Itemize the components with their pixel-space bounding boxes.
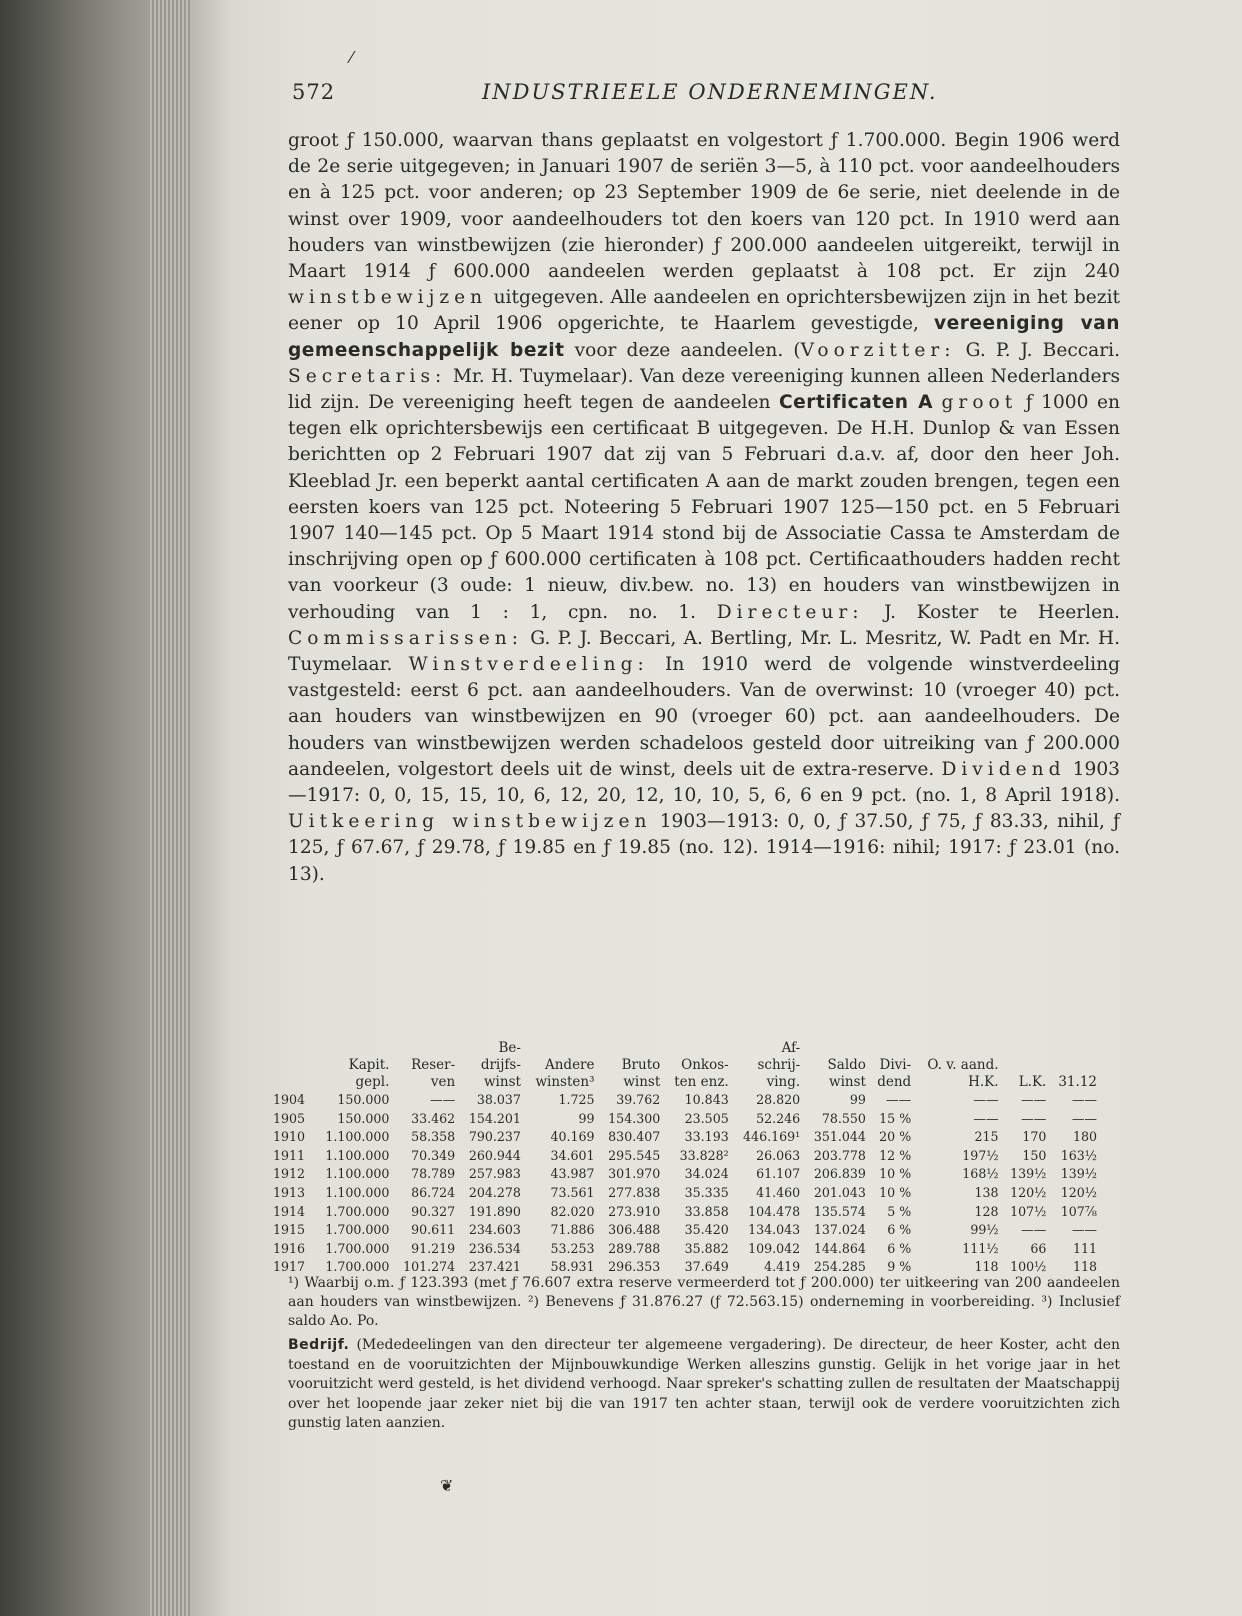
table-cell: 163½ — [1060, 1147, 1097, 1163]
table-cell: 39.762 — [616, 1092, 661, 1107]
year-cell: 1917 — [273, 1259, 306, 1275]
table-cell: 10 % — [879, 1166, 912, 1182]
text-run: Mr. H. Tuymelaar). Van deze vereeniging kunnen alleen Nederlanders lid zijn. De vereeniging heeft tegen de aandeelen — [288, 365, 1120, 414]
table-cell: 1.100.000 — [325, 1129, 390, 1145]
table-cell: 26.063 — [756, 1147, 801, 1163]
table-cell: 139½ — [1010, 1166, 1047, 1182]
year-cell: 1913 — [273, 1184, 306, 1200]
table-cell: 1.100.000 — [325, 1147, 390, 1163]
page-header — [292, 80, 992, 110]
table-cell: 118 — [974, 1259, 999, 1275]
table-cell: 295.545 — [608, 1147, 661, 1163]
text-run: uitgegeven. Alle aandeelen en oprichtersbewijzen zijn in het bezit eener op 10 April 1906 opgerichte, te Haarlem gevestigde, — [288, 287, 1120, 335]
table-cell: 99 — [578, 1110, 595, 1126]
table-cell: 170 — [1022, 1129, 1047, 1145]
table-cell: 139½ — [1060, 1166, 1097, 1182]
text-run: 1903—1917: 0, 0, 15, 15, 10, 6, 12, 20, 12, 10, 10, 5, 6, 6 en 9 pct. (no. 1, 8 April 1918). — [288, 758, 1120, 807]
table-cell: 82.020 — [550, 1203, 595, 1219]
table-cell: 5 % — [887, 1203, 912, 1219]
table-cell: 33.828² — [679, 1147, 729, 1163]
column-header: Divi- dend — [877, 1057, 912, 1090]
table-cell: 109.042 — [748, 1240, 801, 1256]
spaced-term: groot — [941, 392, 1018, 414]
table-cell: 154.201 — [468, 1110, 521, 1126]
table-cell: 90.327 — [411, 1203, 456, 1219]
table-cell: 120½ — [1060, 1184, 1097, 1200]
table-cell: 35.420 — [684, 1222, 729, 1238]
spaced-term: Voorzitter: — [800, 339, 956, 361]
table-cell: 236.534 — [468, 1240, 521, 1256]
table-cell: 111½ — [962, 1240, 999, 1256]
table-cell: 1.700.000 — [325, 1240, 390, 1256]
text-run: voor deze aandeelen. ( — [574, 339, 801, 361]
table-cell: —— — [1071, 1110, 1097, 1126]
table-cell: 301.970 — [608, 1166, 661, 1182]
table-cell: 34.601 — [550, 1147, 595, 1163]
table-cell: 1.100.000 — [325, 1166, 390, 1182]
spaced-term: Dividend — [941, 758, 1066, 780]
table-cell: 277.838 — [608, 1184, 661, 1200]
table-row — [270, 1203, 1100, 1222]
table-cell: 71.886 — [550, 1222, 595, 1238]
table-cell: 40.169 — [550, 1129, 595, 1145]
year-cell: 1912 — [273, 1166, 306, 1182]
table-cell: 203.778 — [813, 1147, 866, 1163]
table-cell: 289.788 — [608, 1240, 661, 1256]
table-cell: 1.725 — [558, 1092, 595, 1107]
table-cell: —— — [1071, 1222, 1097, 1238]
table-cell: 78.789 — [411, 1166, 456, 1182]
table-cell: —— — [429, 1092, 456, 1107]
table-cell: 6 % — [887, 1240, 912, 1256]
table-cell: 73.561 — [550, 1184, 595, 1200]
spaced-term: Secretaris: — [288, 365, 447, 387]
text-run: ƒ 1000 en tegen elk oprichtersbewijs een certificaat B uitgegeven. De H.H. Dunlop & van Essen berichtten op 2 Februari 1907 dat zij van 5 Februari d.a.v. af, door den heer Joh. Kleeblad Jr. een beperkt aantal certificaten A aan de markt zouden brengen, tegen een eersten koers van 125 pct. Noteering 5 Februari 1907 125—150 pct. en 5 Februari 1907 140—145 pct. Op 5 Maart 1914 stond bij de Associatie Cassa te Amsterdam de inschrijving open op ƒ 600.000 certificaten à 108 pct. Certificaathouders hadden recht van voorkeur (3 oude: 1 nieuw, div.bew. no. 13) en houders van winstbewijzen in verhouding van 1 : 1, cpn. no. 1. — [288, 392, 1120, 623]
table-cell: 134.043 — [748, 1222, 801, 1238]
table-cell: 52.246 — [756, 1110, 801, 1126]
table-cell: 273.910 — [608, 1203, 661, 1219]
table-cell: 260.944 — [468, 1147, 521, 1163]
table-cell: 23.505 — [684, 1110, 729, 1126]
running-title: INDUSTRIEELE ONDERNEMINGEN. — [482, 80, 938, 104]
table-cell: 38.037 — [476, 1092, 521, 1107]
table-cell: 10 % — [879, 1184, 912, 1200]
table-cell: 144.864 — [813, 1240, 866, 1256]
text-run: 1903—1913: 0, 0, ƒ 37.50, ƒ 75, ƒ 83.33, nihil, ƒ 125, ƒ 67.67, ƒ 29.78, ƒ 19.85 en ƒ 19.85 (no. 12). 1914—1916: nihil; 1917: ƒ 23.01 (no. 13). — [288, 811, 1120, 885]
table-cell: 215 — [974, 1129, 999, 1145]
table-cell: —— — [1021, 1222, 1047, 1238]
column-header: Kapit. gepl. — [348, 1057, 390, 1090]
table-cell: 66 — [1030, 1240, 1047, 1256]
year-cell: 1911 — [273, 1147, 306, 1163]
spaced-term: winstbewijzen — [288, 287, 488, 309]
bold-term: Certificaten A — [779, 392, 933, 414]
table-cell: 91.219 — [411, 1240, 456, 1256]
table-cell: 135.574 — [813, 1203, 866, 1219]
column-header: Andere winsten³ — [535, 1057, 595, 1090]
table-cell: 1.700.000 — [325, 1259, 390, 1275]
table-cell: 1.100.000 — [325, 1184, 390, 1200]
table-cell: 150 — [1022, 1147, 1047, 1163]
table-cell: 150.000 — [337, 1092, 390, 1107]
table-cell: 830.407 — [608, 1129, 661, 1145]
table-cell: 86.724 — [411, 1184, 456, 1200]
table-cell: 6 % — [887, 1222, 912, 1238]
table-row — [270, 1240, 1100, 1259]
text-run: G. P. J. Beccari, A. Bertling, Mr. L. Mesritz, W. Padt en Mr. H. Tuymelaar. — [288, 627, 1120, 676]
table-cell: 37.649 — [684, 1259, 729, 1275]
table-cell: 99½ — [970, 1222, 999, 1238]
table-cell: 58.358 — [411, 1129, 456, 1145]
table-row — [270, 1091, 1100, 1110]
year-cell: 1905 — [273, 1110, 306, 1126]
table-cell: 111 — [1072, 1240, 1097, 1256]
table-cell: 35.335 — [684, 1184, 729, 1200]
table-cell: 28.820 — [756, 1092, 801, 1107]
footnote-text: ¹) Waarbij o.m. ƒ 123.393 (met ƒ 76.607 extra reserve vermeerderd tot ƒ 200.000) ter uitkeering van 200 aandeelen aan houders van winstbewijzen. ²) Benevens ƒ 31.876.27 (ƒ 72.563.15) onderneming in voorbereiding. ³) Inclusief saldo Ao. Po. — [288, 1275, 1120, 1329]
table-cell: 137.024 — [813, 1222, 866, 1238]
table-cell: 58.931 — [550, 1259, 595, 1275]
table-cell: 90.611 — [411, 1222, 456, 1238]
table-cell: 61.107 — [756, 1166, 801, 1182]
table-cell: 204.278 — [468, 1184, 521, 1200]
column-header: L.K. — [1018, 1074, 1047, 1090]
table-cell: 107½ — [1010, 1203, 1047, 1219]
table-cell: 150.000 — [337, 1110, 390, 1126]
table-cell: —— — [973, 1110, 999, 1126]
table-cell: 254.285 — [813, 1259, 866, 1275]
table-row — [270, 1221, 1100, 1240]
column-header: Reser- ven — [411, 1057, 456, 1090]
column-header — [270, 1040, 313, 1091]
table-cell: 351.044 — [813, 1129, 866, 1145]
table-row — [270, 1128, 1100, 1147]
table-cell: 191.890 — [468, 1203, 521, 1219]
column-header: Saldo winst — [827, 1057, 866, 1090]
table-cell: —— — [1071, 1092, 1097, 1107]
body-paragraph — [288, 128, 1120, 888]
text-run: J. Koster te Heerlen. — [884, 601, 1120, 623]
spaced-term: Winstverdeeling: — [408, 654, 649, 676]
table-cell: 78.550 — [821, 1110, 866, 1126]
table-cell: 154.300 — [608, 1110, 661, 1126]
table-cell: —— — [973, 1092, 999, 1107]
pencil-mark: ⁄ — [350, 48, 353, 67]
column-header: Onkos- ten enz. — [674, 1057, 729, 1090]
table-cell: 118 — [1072, 1259, 1097, 1275]
bedrijf-label: Bedrijf. — [288, 1337, 350, 1353]
spaced-term: Commissarissen: — [288, 627, 523, 649]
table-cell: 1.700.000 — [325, 1222, 390, 1238]
column-header: Af- schrij- ving. — [757, 1040, 801, 1090]
column-header: Bruto winst — [621, 1057, 661, 1090]
table-header-row — [270, 1040, 1100, 1091]
column-header: O. v. aand. H.K. — [927, 1057, 999, 1090]
table-cell: 99 — [849, 1092, 866, 1107]
table-cell: 35.882 — [684, 1240, 729, 1256]
footnotes — [288, 1274, 1120, 1331]
table-cell: 9 % — [887, 1259, 912, 1275]
text-run: groot ƒ 150.000, waarvan thans geplaatst en volgestort ƒ 1.700.000. Begin 1906 werd de 2e serie uitgegeven; in Januari 1907 de seriën 3—5, à 110 pct. voor aandeelhouders en à 125 pct. voor anderen; op 23 September 1909 de 6e serie, niet deelende in de winst over 1909, voor aandeelhouders tot den koers van 120 pct. In 1910 werd aan houders van winstbewijzen (zie hieronder) ƒ 200.000 aandeelen uitgereikt, terwijl in Maart 1914 ƒ 600.000 aandeelen werden geplaatst à 108 pct. Er zijn 240 — [288, 130, 1120, 283]
spaced-term: Uitkeering winstbewijzen — [288, 811, 652, 833]
ornament-icon: ❦ — [440, 1476, 454, 1495]
table-cell: 107⅞ — [1060, 1203, 1097, 1219]
bold-term: vereeniging van gemeenschappelijk bezit — [288, 313, 1121, 361]
table-cell: 100½ — [1010, 1259, 1047, 1275]
table-cell: 33.193 — [684, 1129, 729, 1145]
table-cell: 790.237 — [468, 1129, 521, 1145]
table-cell: 20 % — [879, 1129, 912, 1145]
year-cell: 1910 — [273, 1129, 306, 1145]
table-cell: 237.421 — [468, 1259, 521, 1275]
table-cell: 168½ — [962, 1166, 999, 1182]
bedrijf-section — [288, 1336, 1120, 1434]
table-cell: 234.603 — [468, 1222, 521, 1238]
financial-table — [270, 1040, 1100, 1277]
spaced-term: Directeur: — [716, 601, 864, 623]
table-cell: 446.169¹ — [743, 1129, 801, 1145]
bedrijf-text: (Mededeelingen van den directeur ter algemeene vergadering). De directeur, de heer Koster, acht den toestand en de vooruitzichten der Mijnbouwkundige Werken alleszins gunstig. Gelijk in het vorige jaar in het vooruitzicht werd gesteld, is het dividend verhoogd. Naar spreker's schatting zullen de resultaten der Maatschappij over het loopende jaar zeker niet bij die van 1917 ten achter staan, terwijl ook de verdere vooruitzichten zich gunstig laten aanzien. — [288, 1337, 1120, 1431]
table-row — [270, 1110, 1100, 1129]
table-cell: 1.700.000 — [325, 1203, 390, 1219]
text-run: G. P. J. Beccari. — [965, 339, 1120, 361]
table-cell: —— — [885, 1092, 912, 1107]
page-edges — [150, 0, 190, 1616]
table-cell: 296.353 — [608, 1259, 661, 1275]
table-cell: 34.024 — [684, 1166, 729, 1182]
year-cell: 1916 — [273, 1240, 306, 1256]
table-row — [270, 1184, 1100, 1203]
table-cell: 257.983 — [468, 1166, 521, 1182]
table-cell: 43.987 — [550, 1166, 595, 1182]
table-cell: 41.460 — [756, 1184, 801, 1200]
text-run: In 1910 werd de volgende winstverdeeling vastgesteld: eerst 6 pct. aan aandeelhouders. Van de overwinst: 10 (vroeger 40) pct. aan houders van winstbewijzen en 90 (vroeger 60) pct. aan aandeelhouders. De houders van winstbewijzen werden schadeloos gesteld door uitreiking van ƒ 200.000 aandeelen, volgestort deels uit de winst, deels uit de extra-reserve. — [288, 654, 1120, 780]
table-body — [270, 1091, 1100, 1277]
table-cell: 33.462 — [411, 1110, 456, 1126]
table-row — [270, 1165, 1100, 1184]
year-cell: 1904 — [273, 1092, 306, 1107]
column-header: 31.12 — [1058, 1074, 1097, 1090]
table-cell: 306.488 — [608, 1222, 661, 1238]
page-number: 572 — [292, 80, 336, 104]
table-cell: 206.839 — [813, 1166, 866, 1182]
table-cell: 128 — [974, 1203, 999, 1219]
table-cell: —— — [1021, 1110, 1047, 1126]
table-cell: 104.478 — [748, 1203, 801, 1219]
table-cell: 10.843 — [684, 1092, 729, 1107]
table-cell: 4.419 — [764, 1259, 801, 1275]
table-cell: 120½ — [1010, 1184, 1047, 1200]
table-row — [270, 1147, 1100, 1166]
table-cell: 15 % — [879, 1110, 912, 1126]
column-header: Be- drijfs- winst — [480, 1040, 521, 1090]
table-cell: 138 — [974, 1184, 999, 1200]
table-cell: 197½ — [962, 1147, 999, 1163]
table-cell: 12 % — [879, 1147, 912, 1163]
table-cell: 33.858 — [684, 1203, 729, 1219]
table-cell: 53.253 — [550, 1240, 595, 1256]
table-cell: 70.349 — [411, 1147, 456, 1163]
table-cell: 101.274 — [403, 1259, 456, 1275]
table-cell: —— — [1021, 1092, 1047, 1107]
year-cell: 1914 — [273, 1203, 306, 1219]
table-cell: 180 — [1072, 1129, 1097, 1145]
table-cell: 201.043 — [813, 1184, 866, 1200]
year-cell: 1915 — [273, 1222, 306, 1238]
